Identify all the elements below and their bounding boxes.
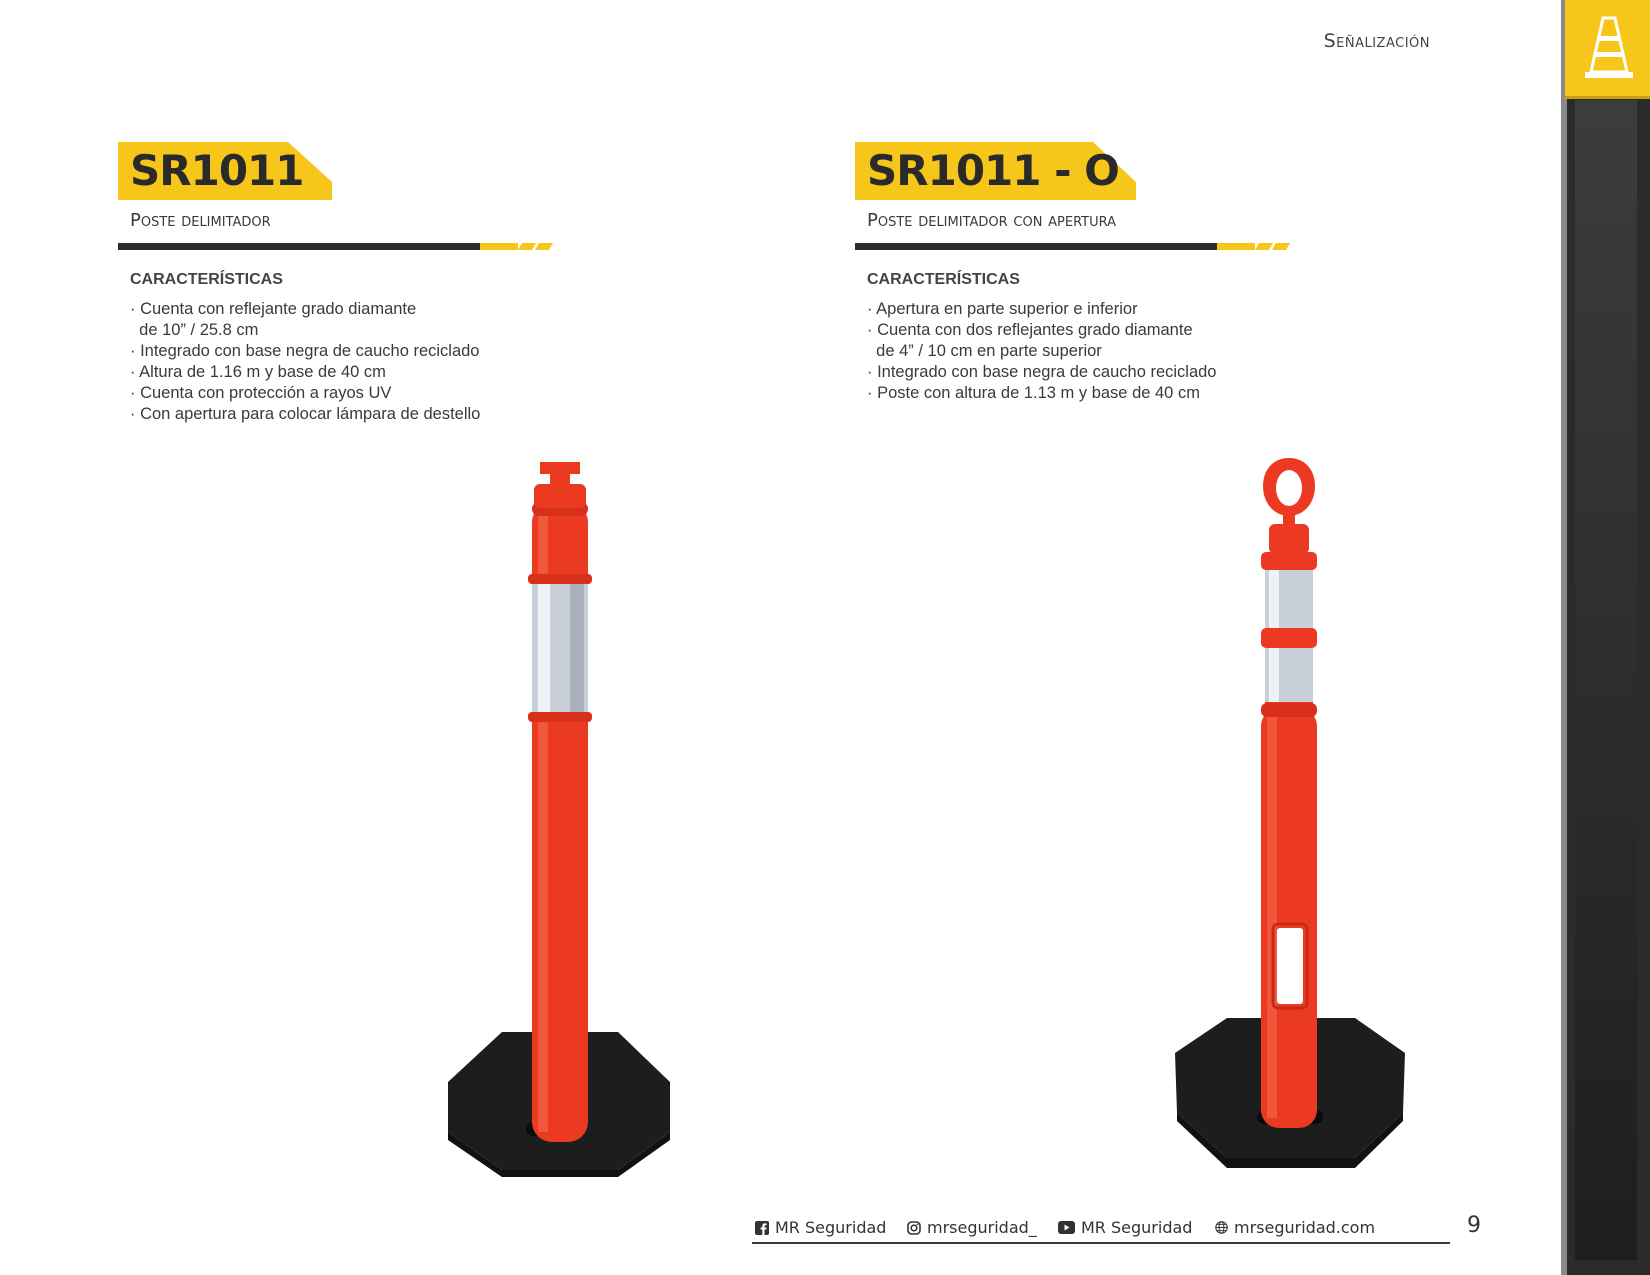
- website-label: mrseguridad.com: [1234, 1218, 1376, 1237]
- page-number: 9: [1467, 1213, 1481, 1238]
- footer-facebook[interactable]: [755, 1218, 886, 1237]
- feature-item: · Integrado con base negra de caucho reciclado: [867, 363, 1217, 381]
- feature-item: · Con apertura para colocar lámpara de destello: [130, 405, 481, 423]
- section-tab[interactable]: [1565, 0, 1650, 99]
- product-image-sr1011: [440, 462, 680, 1177]
- footer-instagram[interactable]: [907, 1218, 1037, 1237]
- product-code: SR1011: [130, 146, 304, 195]
- footer-website[interactable]: [1215, 1218, 1375, 1237]
- feature-item: · Cuenta con reflejante grado diamante: [130, 300, 417, 318]
- product-code-tag: [855, 140, 1305, 200]
- feature-item: de 10” / 25.8 cm: [130, 321, 259, 339]
- facebook-icon: [755, 1221, 769, 1235]
- feature-item: · Integrado con base negra de caucho reciclado: [130, 342, 480, 360]
- product-sr1011-o: [855, 140, 1305, 404]
- feature-item: · Apertura en parte superior e inferior: [867, 300, 1138, 318]
- features-heading: CARACTERÍSTICAS: [867, 271, 1020, 288]
- traffic-cone-icon: [1565, 0, 1650, 96]
- globe-icon: [1215, 1221, 1228, 1234]
- feature-item: · Cuenta con protección a rayos UV: [130, 384, 392, 402]
- youtube-label: MR Seguridad: [1081, 1218, 1193, 1237]
- title-rule: [855, 243, 1291, 251]
- features-heading: CARACTERÍSTICAS: [130, 271, 283, 288]
- feature-item: · Poste con altura de 1.13 m y base de 40 cm: [867, 384, 1200, 402]
- features-list: [130, 299, 568, 425]
- product-code: SR1011 - O: [867, 146, 1119, 195]
- instagram-icon: [907, 1221, 921, 1235]
- feature-item: · Cuenta con dos reflejantes grado diamante: [867, 321, 1193, 339]
- sidebar-panel: [1575, 100, 1637, 1260]
- instagram-label: mrseguridad_: [927, 1218, 1037, 1237]
- sidebar-strip: [1561, 0, 1567, 1275]
- footer: [755, 1218, 1450, 1244]
- product-subtitle: Poste delimitador con apertura: [867, 210, 1117, 231]
- title-rule: [118, 243, 554, 251]
- product-subtitle: Poste delimitador: [130, 210, 271, 231]
- facebook-label: MR Seguridad: [775, 1218, 887, 1237]
- footer-youtube[interactable]: [1058, 1218, 1192, 1237]
- footer-rule: [752, 1242, 1450, 1244]
- product-code-tag: [118, 140, 568, 200]
- feature-item: · Altura de 1.16 m y base de 40 cm: [130, 363, 386, 381]
- feature-item: de 4” / 10 cm en parte superior: [867, 342, 1102, 360]
- features-list: [867, 299, 1305, 404]
- product-sr1011: [118, 140, 568, 425]
- sidebar: [1561, 0, 1650, 1275]
- product-image-sr1011-o: [1165, 458, 1415, 1173]
- section-title: Señalización: [1323, 30, 1430, 52]
- youtube-icon: [1058, 1221, 1075, 1234]
